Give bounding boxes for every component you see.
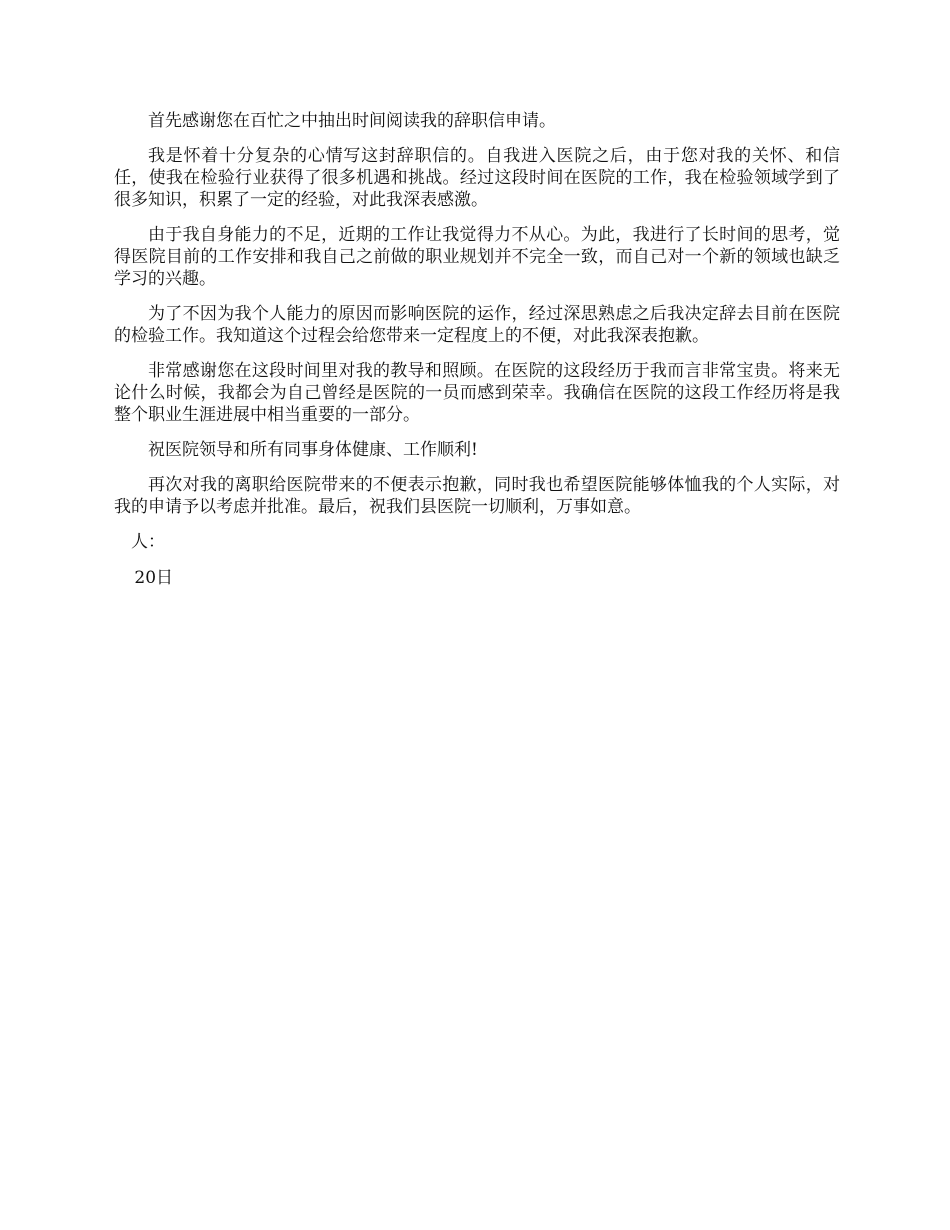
date-line: 20日 xyxy=(134,568,174,588)
paragraph-closing: 再次对我的离职给医院带来的不便表示抱歉，同时我也希望医院能够体恤我的个人实际，对我的申请予以考虑并批准。最后，祝我们县医院一切顺利，万事如意。 xyxy=(114,475,840,517)
signature-line: 人： xyxy=(131,532,165,552)
paragraph-opening: 首先感谢您在百忙之中抽出时间阅读我的辞职信申请。 xyxy=(148,111,556,131)
paragraph-gratitude: 我是怀着十分复杂的心情写这封辞职信的。自我进入医院之后，由于您对我的关怀、和信任，使我在检验行业获得了很多机遇和挑战。经过这段时间在医院的工作，我在检验领域学到了很多知识，积累了一定的经验，对此我深表感激。 xyxy=(114,146,840,210)
letter-body xyxy=(114,110,840,589)
paragraph-thanks: 非常感谢您在这段时间里对我的教导和照顾。在医院的这段经历于我而言非常宝贵。将来无论什么时候，我都会为自己曾经是医院的一员而感到荣幸。我确信在医院的这段工作经历将是我整个职业生涯进展中相当重要的一部分。 xyxy=(114,361,840,425)
paragraph-wishes: 祝医院领导和所有同事身体健康、工作顺利! xyxy=(148,440,478,460)
paragraph-decision: 为了不因为我个人能力的原因而影响医院的运作，经过深思熟虑之后我决定辞去目前在医院的检验工作。我知道这个过程会给您带来一定程度上的不便，对此我深表抱歉。 xyxy=(114,304,840,346)
paragraph-reason: 由于我自身能力的不足，近期的工作让我觉得力不从心。为此，我进行了长时间的思考，觉得医院目前的工作安排和我自己之前做的职业规划并不完全一致，而自己对一个新的领域也缺乏学习的兴趣。 xyxy=(114,225,840,289)
